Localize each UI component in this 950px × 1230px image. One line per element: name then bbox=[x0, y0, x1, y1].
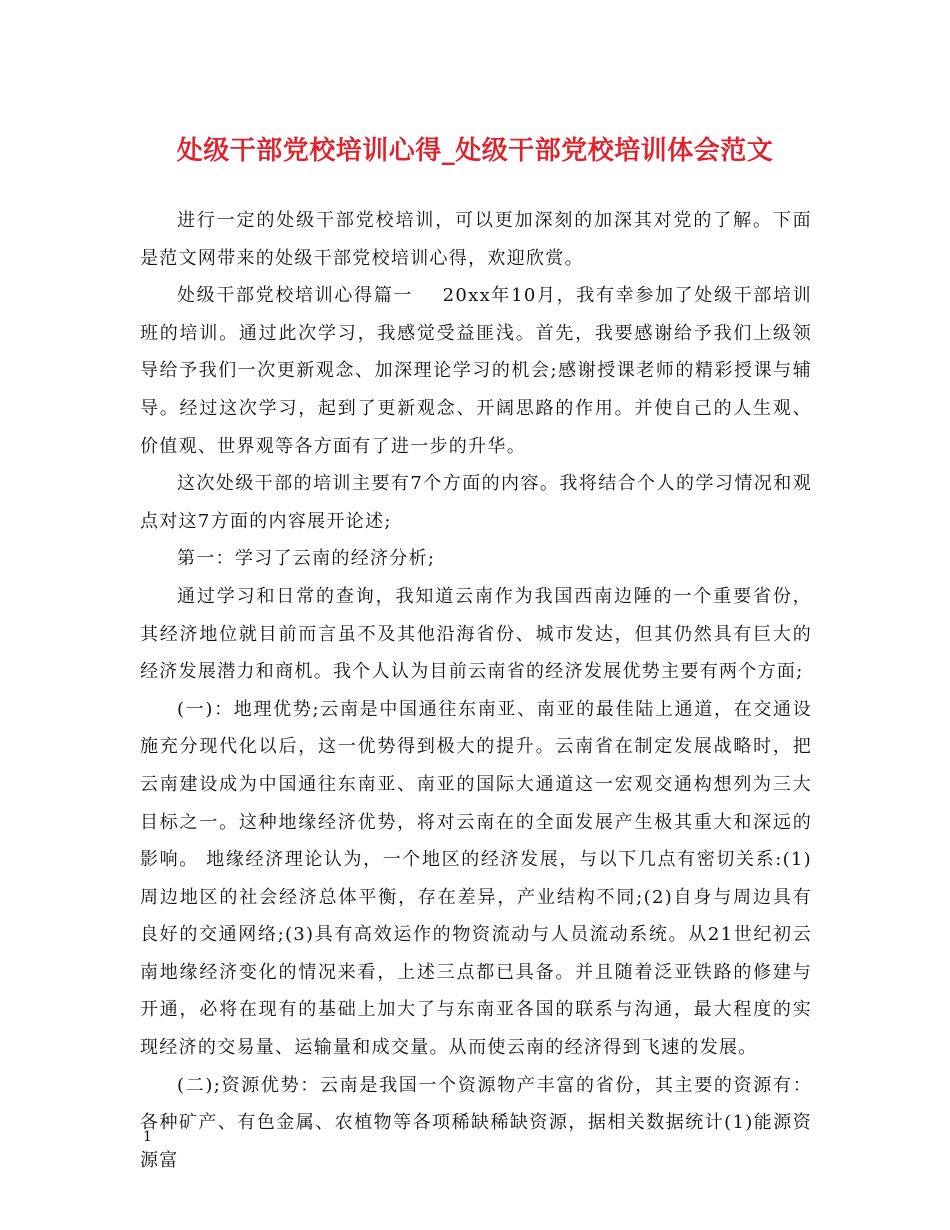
paragraph-economic-analysis: 通过学习和日常的查询，我知道云南作为我国西南边陲的一个重要省份，其经济地位就目前而言虽不及其他沿海省份、城市发达，但其仍然具有巨大的经济发展潜力和商机。我个人认为目前云南省的经济发展优势主要有两个方面; bbox=[140, 585, 812, 683]
paragraph-part-one: 处级干部党校培训心得篇一 20xx年10月，我有幸参加了处级干部培训班的培训。通过此次学习，我感觉受益匪浅。首先，我要感谢给予我们上级领导给予我们一次更新观念、加深理论学习的机会;感谢授课老师的精彩授课与辅导。经过这次学习，起到了更新观念、开阔思路的作用。并使自己的人生观、价值观、世界观等各方面有了进一步的升华。 bbox=[140, 285, 812, 457]
page-number: 1 bbox=[143, 1129, 152, 1145]
document-body bbox=[140, 202, 812, 1179]
paragraph-first-heading: 第一：学习了云南的经济分析; bbox=[177, 548, 436, 570]
page-title: 处级干部党校培训心得_处级干部党校培训体会范文 bbox=[176, 136, 774, 166]
paragraph-seven-aspects: 这次处级干部的培训主要有7个方面的内容。我将结合个人的学习情况和观点对这7方面的内容展开论述; bbox=[140, 473, 812, 532]
paragraph-intro: 进行一定的处级干部党校培训，可以更加深刻的加深其对党的了解。下面是范文网带来的处级干部党校培训心得，欢迎欣赏。 bbox=[140, 210, 812, 269]
paragraph-resource-advantage: (二);资源优势：云南是我国一个资源物产丰富的省份，其主要的资源有：各种矿产、有色金属、农植物等各项稀缺稀缺资源，据相关数据统计(1)能源资源富 bbox=[140, 1074, 812, 1171]
paragraph-geographic-advantage: (一)：地理优势;云南是中国通往东南亚、南亚的最佳陆上通道，在交通设施充分现代化以后，这一优势得到极大的提升。云南省在制定发展战略时，把云南建设成为中国通往东南亚、南亚的国际大通道这一宏观交通构想列为三大目标之一。这种地缘经济优势，将对云南在的全面发展产生极其重大和深远的影响。 地缘经济理论认为，一个地区的经济发展，与以下几点有密切关系:(1)周边地区的社会经济总体平衡，存在差异，产业结构不同;(2)自身与周边具有良好的交通网络;(3)具有高效运作的物资流动与人员流动系统。从21世纪初云南地缘经济变化的情况来看，上述三点都已具备。并且随着泛亚铁路的修建与开通，必将在现有的基础上加大了与东南亚各国的联系与沟通，最大程度的实现经济的交易量、运输量和成交量。从而使云南的经济得到飞速的发展。 bbox=[140, 698, 812, 1059]
